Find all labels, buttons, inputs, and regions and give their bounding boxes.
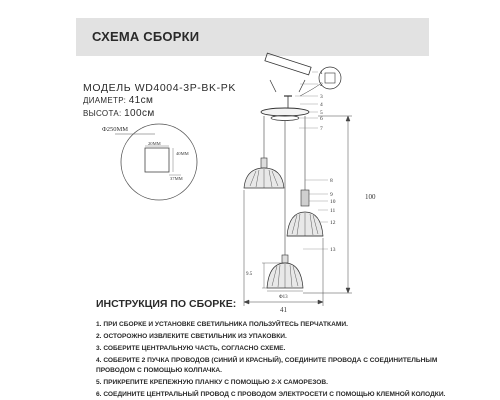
instruction-step-1: 1. ПРИ СБОРКЕ И УСТАНОВКЕ СВЕТИЛЬНИКА ПОЛЬЗУЙТЕСЬ ПЕРЧАТКАМИ.	[96, 321, 348, 328]
canopy	[261, 108, 309, 116]
model-label: МОДЕЛЬ	[83, 82, 132, 94]
width-dim-label: 41	[280, 306, 287, 314]
instruction-step-5: 5. ПРИКРЕПИТЕ КРЕПЕЖНУЮ ПЛАНКУ С ПОМОЩЬЮ 2-Х САМОРЕЗОВ.	[96, 379, 328, 386]
callout-11: 11	[330, 208, 336, 214]
screw-left	[270, 80, 276, 92]
phi-label: Φ250MM	[102, 126, 129, 133]
instruction-step-6: 6. СОЕДИНИТЕ ЦЕНТРАЛЬНЫЙ ПРОВОД С ПРОВОДОМ ЭЛЕКТРОСЕТИ С ПОМОЩЬЮ КЛЕМНОЙ КОЛОДКИ.	[96, 391, 446, 398]
terminal-block	[325, 73, 335, 83]
height-label: ВЫСОТА:	[83, 109, 122, 118]
callout-9: 9	[330, 192, 333, 198]
height-value: 100см	[124, 108, 155, 119]
height-dimension	[303, 116, 352, 293]
shade-diameter-label: Φ13	[279, 295, 288, 300]
dim-bottom-label: 37MM	[170, 176, 183, 181]
diameter-label: ДИАМЕТР:	[83, 96, 127, 105]
callout-2: 2	[320, 82, 323, 88]
callout-3: 3	[320, 94, 323, 100]
callout-numbers	[320, 70, 336, 253]
height-dim-label: 100	[365, 193, 376, 201]
callout-8: 8	[330, 178, 333, 184]
callout-13: 13	[330, 247, 336, 253]
mounting-bar	[265, 53, 311, 75]
callout-1: 1	[320, 70, 323, 76]
socket-bottom	[282, 255, 288, 263]
ceiling-hardware	[261, 53, 341, 120]
instruction-step-3: 3. СОБЕРИТЕ ЦЕНТРАЛЬНУЮ ЧАСТЬ, СОГЛАСНО СХЕМЕ.	[96, 345, 286, 352]
pendant-left	[244, 158, 284, 188]
socket-right	[301, 190, 309, 206]
instruction-step-4-cont: ПРОВОДОМ С ПОМОЩЬЮ КОЛПАЧКА.	[96, 367, 223, 374]
wire-to-terminal	[300, 84, 320, 96]
pendant-bottom	[267, 255, 303, 288]
instructions-title: ИНСТРУКЦИЯ ПО СБОРКЕ:	[96, 298, 237, 310]
instruction-step-2: 2. ОСТОРОЖНО ИЗВЛЕКИТЕ СВЕТИЛЬНИК ИЗ УПАКОВКИ.	[96, 333, 287, 340]
callout-7: 7	[320, 126, 323, 132]
callout-5: 5	[320, 110, 323, 116]
pendant-right	[287, 190, 323, 236]
section-title: СХЕМА СБОРКИ	[92, 29, 200, 44]
dim-right-label: 40MM	[176, 151, 189, 156]
mount-plate	[145, 148, 169, 172]
canopy-circle	[121, 124, 197, 200]
socket-left	[261, 158, 267, 168]
screw-right	[299, 80, 305, 92]
callout-10: 10	[330, 199, 336, 205]
width-dimension	[244, 190, 323, 306]
callout-4: 4	[320, 102, 323, 108]
model-value: WD4004-3P-BK-PK	[134, 82, 236, 94]
callout-12: 12	[330, 220, 336, 226]
dim-top-label: 20MM	[148, 141, 161, 146]
instruction-step-4: 4. СОБЕРИТЕ 2 ПУЧКА ПРОВОДОВ (СИНИЙ И КРАСНЫЙ), СОЕДИНИТЕ ПРОВОДА С СОЕДИНИТЕЛЬНЫМ	[96, 357, 438, 364]
diameter-value: 41см	[128, 95, 154, 106]
mount-detail	[102, 124, 197, 200]
shade-height-label: 9.5	[246, 272, 253, 277]
callout-6: 6	[320, 116, 323, 122]
